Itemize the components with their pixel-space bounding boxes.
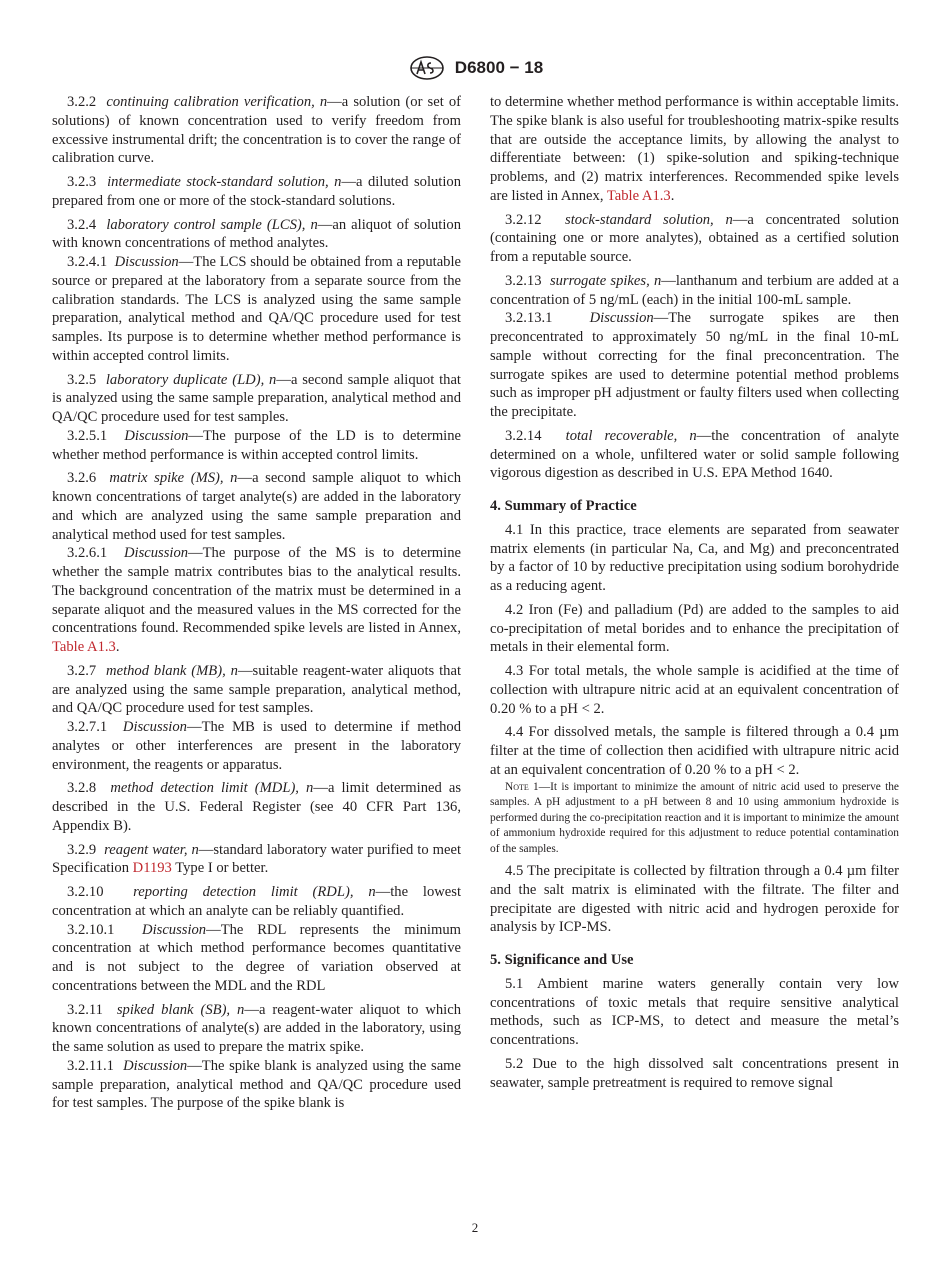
- definition-3-2-3: 3.2.3 intermediate stock-standard solution, n—a diluted solution prepared from one or more of the stock-standard solutions.: [52, 174, 461, 209]
- section-4-heading: 4. Summary of Practice: [490, 498, 637, 514]
- paragraph-5-2: 5.2 Due to the high dissolved salt concentrations present in seawater, sample pretreatment is required to remove signal: [490, 1055, 899, 1091]
- definition-3-2-10: 3.2.10 reporting detection limit (RDL), n—the lowest concentration at which an analyte can be reliably quantified.: [52, 884, 461, 919]
- discussion-3-2-5-1: 3.2.5.1 Discussion—The purpose of the LD is to determine whether method performance is within accepted control limits.: [52, 427, 462, 463]
- astm-logo-icon: [407, 56, 447, 80]
- discussion-3-2-4-1: 3.2.4.1 Discussion—The LCS should be obtained from a reputable source or prepared at the laboratory from a separate source from the calibration standards. The LCS is analyzed using the same sample preparation, analytical method and QA/QC procedure used for test samples. Its purpose is to determine whether method performance is within accepted control limits.: [52, 254, 462, 364]
- discussion-3-2-11-1-continued: to determine whether method performance is within acceptable limits. The spike blank is also useful for troubleshooting matrix-spike results that are outside the acceptance limits, by allowing the analyst to differentiate between: (1) spike-solution and spiking-technique problems, and (2) matrix interferences. Recommended spike levels are listed in Annex, Table A1.3.: [490, 94, 899, 204]
- definition-3-2-2: 3.2.2 continuing calibration verification, n—a solution (or set of solutions) of known concentration used to verify freedom from excessive instrumental drift; the concentration is to cover the range of calibration curve.: [52, 94, 462, 167]
- page-number: 2: [471, 1220, 479, 1235]
- definition-3-2-4: 3.2.4 laboratory control sample (LCS), n—an aliquot of solution with known concentrations of method analytes.: [52, 216, 462, 252]
- discussion-3-2-13-1: 3.2.13.1 Discussion—The surrogate spikes are then preconcentrated to approximately 50 ng/mL in the final 10-mL sample without correcting for the final preconcentration. The surrogate spikes are used to determine potential method problems such as improper pH adjustment or faulty filters used when collecting the precipitate.: [490, 310, 900, 420]
- paragraph-4-4: 4.4 For dissolved metals, the sample is filtered through a 0.4 µm filter at the time of collection then acidified with ultrapure nitric acid at an equivalent concentration of 0.20 % to a pH < 2.: [490, 724, 899, 778]
- table-a1-3-link-2[interactable]: Table A1.3: [606, 187, 671, 204]
- definition-3-2-12: 3.2.12 stock-standard solution, n—a concentrated solution (containing one or more analytes), obtained as a certified solution from a reputable source.: [490, 211, 899, 265]
- left-column: [52, 93, 461, 1118]
- discussion-3-2-10-1: 3.2.10.1 Discussion—The RDL represents the minimum concentration at which method performance becomes quantitative and is not subject to the degree of variation observed at concentrations between the MDL and the RDL: [52, 921, 461, 994]
- definition-3-2-7: 3.2.7 method blank (MB), n—suitable reagent-water aliquots that are analyzed using the same sample preparation, analytical method, and QA/QC procedure used for test samples.: [52, 662, 462, 717]
- definition-3-2-6: 3.2.6 matrix spike (MS), n—a second sample aliquot to which known concentrations of target analyte(s) are added in the laboratory and which are analyzed using the same sample preparation and analytical method used for test samples.: [52, 470, 462, 543]
- note-1: Note 1—It is important to minimize the amount of nitric acid used to preserve the samples. A pH adjustment to a pH between 8 and 10 using ammonium hydroxide is performed during the co-precipitation reaction and it is important to minimize the amount of ammonium hydroxide required for this adjustment to reduce potential contamination of the samples.: [490, 780, 899, 855]
- paragraph-4-5: 4.5 The precipitate is collected by filtration through a 0.4 µm filter and the salt matrix is eliminated with the filtrate. The filter and precipitate are digested with nitric acid and hydrogen peroxide for analysis by ICP-MS.: [490, 863, 899, 936]
- discussion-3-2-7-1: 3.2.7.1 Discussion—The MB is used to determine if method analytes or other interferences are present in the laboratory environment, the reagents or apparatus.: [52, 719, 461, 773]
- paragraph-4-3: 4.3 For total metals, the whole sample is acidified at the time of collection with ultrapure nitric acid at an equivalent concentration of 0.20 % to a pH < 2.: [490, 663, 899, 717]
- definition-3-2-5: 3.2.5 laboratory duplicate (LD), n—a second sample aliquot that is analyzed using the same sample preparation, analytical method and QA/QC procedure used for test samples.: [52, 371, 461, 425]
- paragraph-4-2: 4.2 Iron (Fe) and palladium (Pd) are added to the samples to aid co-precipitation of metal borides and to enhance the precipitation of metals in their elemental form.: [490, 601, 899, 656]
- page-header: [0, 56, 950, 82]
- document-number: D6800 − 18: [454, 58, 544, 77]
- table-a1-3-link[interactable]: Table A1.3: [52, 639, 116, 655]
- discussion-3-2-6-1: 3.2.6.1 Discussion—The purpose of the MS is to determine whether the sample matrix contributes bias to the analytical results. The background concentration of the matrix must be determined in a separate aliquot and the measured values in the MS corrected for the concentrations found. Recommended spike levels are listed in Annex, Table A1.3.: [52, 545, 461, 655]
- paragraph-4-1: 4.1 In this practice, trace elements are separated from seawater matrix elements (in particular Na, Ca, and Mg) and preconcentrated by a factor of 10 by reductive precipitation using sodium borohydride as a reducing agent.: [490, 521, 899, 594]
- definition-3-2-11: 3.2.11 spiked blank (SB), n—a reagent-water aliquot to which known concentrations of analyte(s) are added in the laboratory, using the same solution as used to prepare the matrix spike.: [52, 1001, 462, 1055]
- definition-3-2-13: 3.2.13 surrogate spikes, n—lanthanum and terbium are added at a concentration of 5 ng/mL (each) in the initial 100-mL sample.: [490, 272, 899, 308]
- definition-3-2-8: 3.2.8 method detection limit (MDL), n—a limit determined as described in the U.S. Federal Register (see 40 CFR Part 136, Appendix B).: [52, 780, 462, 834]
- paragraph-5-1: 5.1 Ambient marine waters generally contain very low concentrations of toxic metals that require sensitive analytical methods, such as ICP-MS, to detect and measure the metal’s concentrations.: [490, 975, 899, 1048]
- definition-3-2-14: 3.2.14 total recoverable, n—the concentration of analyte determined on a whole, unfiltered water or solid sample following vigorous digestion as described in U.S. EPA Method 1640.: [490, 427, 900, 482]
- d1193-link[interactable]: D1193: [132, 860, 172, 877]
- definition-3-2-9: 3.2.9 reagent water, n—standard laboratory water purified to meet Specification D1193 Type I or better.: [52, 841, 461, 877]
- section-5-heading: 5. Significance and Use: [490, 952, 634, 968]
- discussion-3-2-11-1: 3.2.11.1 Discussion—The spike blank is analyzed using the same sample preparation, analytical method and QA/QC procedure used for test samples. The purpose of the spike blank is: [52, 1057, 462, 1112]
- right-column: [490, 93, 899, 1097]
